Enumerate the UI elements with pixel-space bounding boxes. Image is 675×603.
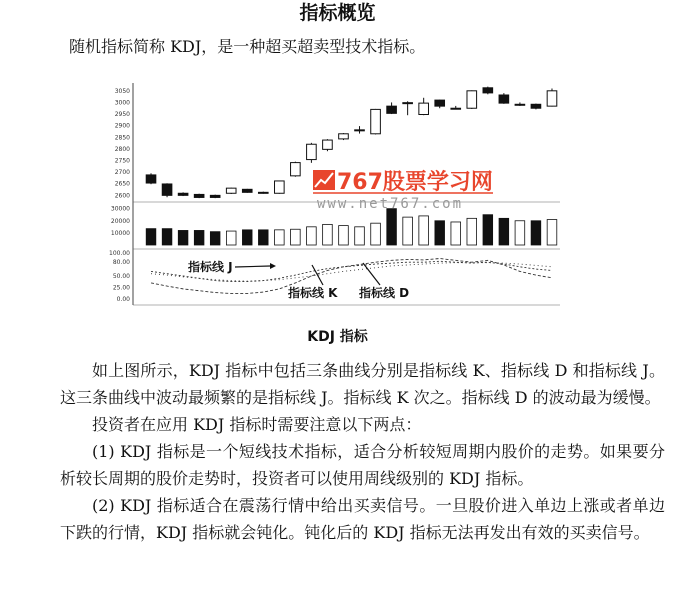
candle [403, 103, 413, 104]
volume-bars [146, 209, 557, 245]
tick-label: 30000 [110, 205, 130, 213]
candle [178, 193, 188, 195]
candle [210, 195, 220, 197]
tick-label: 2750 [114, 157, 130, 165]
tick-label: 2900 [114, 122, 130, 130]
candle [387, 106, 397, 113]
tick-label: 2950 [114, 111, 130, 119]
page-title: 指标概览 [299, 2, 376, 24]
candle [499, 95, 509, 103]
volume-bar [178, 230, 188, 245]
candle [258, 192, 268, 193]
volume-bar [339, 226, 349, 245]
volume-bar [162, 229, 172, 245]
candle [419, 103, 429, 114]
volume-bar [403, 217, 413, 245]
volume-bar [387, 209, 397, 245]
tick-label: 25.00 [112, 284, 130, 292]
intro-text: 随机指标简称 KDJ，是一种超买超卖型技术指标。 [69, 37, 426, 56]
candle [355, 130, 365, 131]
paragraph: 投资者在应用 KDJ 指标时需要注意以下两点： [92, 415, 422, 434]
candle [515, 104, 525, 105]
volume-bar [307, 227, 317, 245]
volume-bar [275, 230, 285, 245]
candle [194, 194, 204, 197]
volume-bar [515, 221, 525, 245]
watermark [313, 169, 493, 212]
candle [242, 189, 252, 192]
annotations [187, 259, 409, 300]
body-text [60, 357, 665, 546]
tick-label: 2850 [114, 134, 130, 142]
volume-bar [547, 220, 557, 245]
candle [547, 91, 557, 106]
candle [371, 109, 381, 133]
candle [339, 134, 349, 139]
candle [467, 91, 477, 108]
candle [323, 140, 333, 149]
volume-bar [467, 218, 477, 245]
volume-bar [226, 231, 236, 245]
volume-bar [194, 230, 204, 245]
volume-bar [451, 222, 461, 245]
candle [307, 144, 317, 159]
tick-label: 50.00 [112, 273, 130, 280]
volume-bar [258, 230, 268, 245]
tick-label: 2600 [114, 192, 130, 200]
candle [275, 181, 285, 193]
volume-bar [483, 215, 493, 245]
candle [226, 188, 236, 193]
watermark-name: 767股票学习网 [337, 170, 493, 195]
volume-bar [210, 232, 220, 245]
volume-bar [355, 227, 365, 245]
candle [291, 163, 301, 176]
candle [435, 100, 445, 106]
paragraph: (1) KDJ 指标是一个短线技术指标，适合分析较短周期内股价的走势。如果要分析较长周期的股价走势时，投资者可以使用周线级别的 KDJ 指标。 [60, 442, 665, 488]
volume-bar [242, 230, 252, 245]
label-k: 指标线 K [288, 286, 338, 300]
candle [483, 88, 493, 93]
candle [451, 108, 461, 109]
tick-label: 2700 [114, 169, 130, 177]
figure-caption: KDJ 指标 [307, 329, 368, 345]
tick-label: 0.00 [116, 296, 130, 303]
volume-bar [371, 223, 381, 245]
tick-label: 20000 [110, 217, 130, 225]
tick-label: 10000 [110, 229, 130, 237]
candle [146, 175, 156, 183]
volume-bar [146, 229, 156, 245]
volume-bar [531, 221, 541, 245]
candle [162, 184, 172, 195]
paragraph: 如上图所示，KDJ 指标中包括三条曲线分别是指标线 K、指标线 D 和指标线 J。这三条曲线中波动最频繁的是指标线 J。指标线 K 次之。指标线 D 的波动最为缓慢。 [60, 361, 665, 407]
tick-label: 2800 [114, 145, 130, 153]
watermark-url: www.net767.com [317, 196, 464, 212]
volume-bar [323, 224, 333, 245]
candle [531, 104, 541, 108]
kdj-chart [105, 75, 565, 315]
tick-label: 3050 [114, 87, 130, 95]
volume-bar [499, 218, 509, 245]
paragraph: (2) KDJ 指标适合在震荡行情中给出买卖信号。一旦股价进入单边上涨或者单边下跌的行情，KDJ 指标就会钝化。钝化后的 KDJ 指标无法再发出有效的买卖信号。 [60, 496, 665, 542]
tick-label: 2650 [114, 180, 130, 188]
label-j: 指标线 J [188, 260, 233, 274]
volume-bar [419, 216, 429, 245]
tick-label: 80.00 [112, 259, 130, 267]
volume-bar [291, 229, 301, 245]
tick-label: 100.00 [109, 250, 130, 257]
tick-label: 3000 [114, 99, 130, 107]
volume-bar [435, 221, 445, 245]
label-d: 指标线 D [359, 286, 410, 300]
